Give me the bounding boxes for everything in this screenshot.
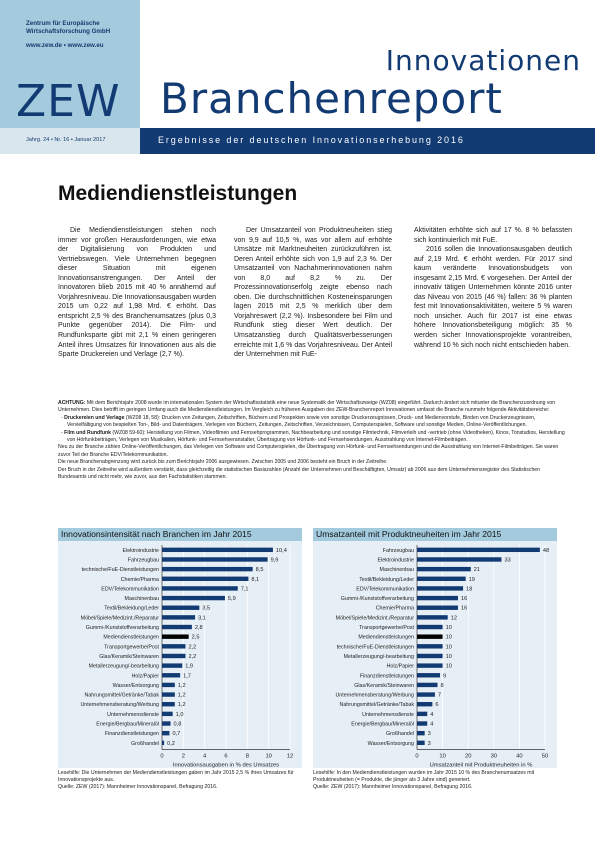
category-label: Wasser/Entsorgung [367, 740, 414, 747]
chart-legend-2 [313, 770, 563, 792]
data-label: 1,9 [185, 663, 194, 670]
x-tick-label: 2 [181, 753, 185, 760]
category-label: Metallerzeugung/-bearbeitung [343, 653, 414, 660]
data-label: 10 [445, 663, 452, 670]
data-label: 33 [504, 557, 511, 564]
data-label: 3 [427, 740, 431, 747]
series-word: Innovationen [385, 44, 581, 77]
data-label: 3,1 [198, 615, 206, 622]
data-label: 3 [427, 731, 431, 738]
data-label: 10 [445, 653, 452, 660]
category-label: Mediendienstleistungen [358, 634, 414, 641]
bar [417, 673, 440, 677]
report-subtitle: Ergebnisse der deutschen Innovationserhebung 2016 [158, 135, 465, 145]
x-tick-label: 4 [203, 753, 207, 760]
x-tick-label: 12 [286, 753, 294, 760]
notes-item-label: Film und Rundfunk [64, 429, 111, 436]
bar [417, 557, 501, 561]
category-label: Möbel/Spiele/Medizint./Reparatur [80, 615, 159, 622]
bar [417, 663, 443, 667]
x-axis-label: Umsatzanteil mit Produktneuheiten in % [429, 762, 533, 768]
bar [417, 606, 458, 610]
bar [162, 577, 248, 581]
category-label: EDV/Telekommunikation [356, 586, 414, 593]
data-label: 6 [435, 702, 439, 709]
data-label: 7,1 [240, 586, 249, 593]
category-label: Textil/Bekleidung/Leder [104, 605, 159, 612]
category-label: EDV/Telekommunikation [101, 586, 159, 593]
category-label: Holz/Papier [131, 673, 159, 680]
bar [417, 654, 443, 658]
bar [417, 625, 443, 629]
category-label: Maschinenbau [124, 596, 159, 603]
bar [417, 615, 448, 619]
category-label: Energie/Bergbau/Mineralöl [96, 721, 159, 728]
bar [162, 721, 171, 725]
institute-name-line2: Wirtschaftsforschung GmbH [26, 28, 111, 35]
bar [162, 731, 169, 735]
category-label: Fahrzeugbau [127, 557, 159, 564]
x-tick-label: 20 [464, 753, 472, 760]
bar [162, 702, 175, 706]
bar [162, 634, 189, 638]
category-label: technische/FuE-Dienstleistungen [336, 644, 414, 651]
bar [417, 644, 443, 648]
data-label: 2,2 [188, 653, 197, 660]
category-label: Gummi-/Kunststoffverarbeitung [85, 625, 159, 632]
category-label: Chemie/Pharma [120, 576, 159, 583]
body-column-2 [234, 226, 392, 360]
data-label: 1,2 [177, 682, 186, 689]
body-paragraph: 2016 sollen die Innovationsausgaben deutlich auf 2,19 Mrd. € erhöht werden. Für 2017 sind kaum veränderte Innovationsbudgets von insgesamt 2,15 Mrd. € vorgesehen. Der Anteil der innovativ tätigen Unternehmen könnte 2016 unter das Niveau von 2015 (46 %) fallen: 36 % planten fest mit Innovationsaktivitäten, weitere 5 % waren noch unsicher. Auch für 2017 ist eine etwas höhere Innovationsbeteiligung möglich: 35 % werden sicher Innovationsprojekte vorantreiben, während 10 % sich noch nicht entschieden haben. [414, 246, 572, 349]
x-tick-label: 0 [160, 753, 164, 760]
category-label: Wasser/Entsorgung [112, 682, 159, 689]
data-label: 10,4 [275, 547, 287, 554]
category-label: Glas/Keramik/Steinwaren [354, 682, 414, 689]
chart-legend-1 [58, 770, 308, 792]
category-label: Großhandel [386, 731, 414, 738]
bar [162, 615, 195, 619]
chart-source: Quelle: ZEW (2017): Mannheimer Innovationspanel, Befragung 2016. [58, 784, 218, 791]
reading-aid: Lesehilfe: Die Unternehmen der Mediendienstleistungen gaben im Jahr 2015 2,5 % ihres Umsatzes für Innovationsprojekte aus. [58, 770, 294, 784]
bar [162, 625, 192, 629]
category-label: Finanzdienstleistungen [359, 673, 414, 680]
x-tick-label: 50 [541, 753, 549, 760]
bar [162, 663, 182, 667]
data-label: 2,8 [194, 625, 203, 632]
category-label: Unternehmensberatung/Werbung [335, 692, 414, 699]
bar [162, 596, 225, 600]
body-paragraph: Der Umsatzanteil von Produktneuheiten stieg von 9,9 auf 10,5 %, was vor allem auf erhöhte Umsätze mit Marktneuheiten zurückzuführen ist. Deren Anteil erhöhte sich von 1,9 auf 2,3 %. Der Umsatzanteil von Nachahmerinnovationen nahm von 8,0 auf 8,2 % zu. Der Prozessinnovationserfolg zeigte ebenso nach oben. Die durchschnittlichen Kosteneinsparungen lagen 2015 mit 2,5 % merklich über dem Vorjahreswert (2,2 %). Insbesondere bei Film und Rundfunk stieg dieser Wert deutlich. Der Umsatzanstieg durch Qualitätsverbesserungen erreichte mit 1,6 % das Vorjahresniveau. Der Anteil der Unternehmen mit FuE- [234, 227, 392, 359]
data-label: 10 [445, 644, 452, 651]
data-label: 9,9 [270, 557, 279, 564]
category-label: Unternehmensdienste [107, 711, 159, 718]
notes-item-druck: - Druckereien und Verlage (WZ08 18, 58): Drucken von Zeitungen, Zeitschriften, Büchern und Prospekten sowie von sonstige Druckerzeugnissen, Druck- und Medienvorstufe, Binden von Druckerzeugnissen, Vervielfältigung von bespielten Ton-, Bild- und Datenträgern, Verlegen von Büchern, Zeitungen, Zeitschriften, Verzeichnissen, Computerspielen, Software und sonstige Medien, Online-Veröffentlichungen. [61, 414, 536, 429]
category-label: Maschinenbau [379, 567, 414, 574]
bar [162, 548, 273, 552]
bar [162, 683, 175, 687]
category-label: Nahrungsmittel/Getränke/Tabak [339, 702, 414, 709]
data-label: 3,5 [202, 605, 211, 612]
chart-innovation-intensity [58, 528, 302, 768]
data-label: 0,8 [173, 721, 182, 728]
bar [417, 721, 427, 725]
data-label: 4 [430, 721, 434, 728]
data-label: 7 [437, 692, 442, 699]
notes-item-text: (WZ08 59-60): Herstellung von Filmen, Videofilmen und Fernsehprogrammen, Nachbearbeitung und sonstige Filmtechnik, Filmverleih und -vertrieb (ohne Videotheken), Kinos, Tonstudios, Herstellung von Hörfunkbeiträgen, Verlegen von Musikalien, Hörfunk- und Fernsehveranstalter, Übertragung von Hörfunk- und Fernsehsendungen, Ausstrahlung von Internet-Filmbeiträgen. [67, 429, 565, 444]
bar [417, 577, 466, 581]
data-label: 10 [445, 634, 452, 641]
institute-web: www.zew.de • www.zew.eu [26, 42, 104, 49]
category-label: Metallerzeugung/-bearbeitung [88, 663, 159, 670]
bar [417, 741, 425, 745]
bar [417, 731, 425, 735]
category-label: Textil/Bekleidung/Leder [359, 576, 414, 583]
bar [417, 692, 435, 696]
category-label: Unternehmensberatung/Werbung [80, 702, 159, 709]
x-tick-label: 10 [265, 753, 272, 760]
category-label: Energie/Bergbau/Mineralöl [351, 721, 414, 728]
x-tick-label: 6 [224, 753, 228, 760]
bar [417, 712, 427, 716]
body-column-3 [414, 226, 572, 350]
notes-intro-text: Mit dem Berichtsjahr 2008 wurde im internationalen System der Wirtschaftsstatistik eine neue Systematik der Wirtschaftszweige (WZ08) eingeführt. Dadurch ändert sich mitunter die Branchenzuordnung von Unternehmen. Dies betrifft im geringen Umfang auch die Mediendienstleistungen. Im Vergleich zu früheren Ausgaben des ZEW-Branchenreport Innovationen umfasst die Branche nunmehr folgende Aktivitätsbereiche: [58, 400, 556, 414]
chart-title: Umsatzanteil mit Produktneuheiten im Jahr 2015 [313, 528, 557, 541]
data-label: 10 [445, 625, 452, 632]
data-label: 1,0 [175, 711, 184, 718]
bar [417, 596, 458, 600]
bar [162, 741, 164, 745]
x-tick-label: 0 [415, 753, 419, 760]
notes-intro [58, 400, 570, 415]
data-label: 0,7 [172, 731, 181, 738]
bar [417, 634, 443, 638]
bar [417, 548, 540, 552]
category-label: Mediendienstleistungen [103, 634, 159, 641]
bar [162, 644, 185, 648]
data-label: 16 [460, 605, 468, 612]
bar [162, 654, 185, 658]
bar [162, 692, 175, 696]
notes-item-film: - Film und Rundfunk (WZ08 59-60): Herstellung von Filmen, Videofilmen und Fernsehprogrammen, Nachbearbeitung und sonstige Filmtechnik, Filmverleih und -vertrieb (ohne Videotheken), Kinos, Tonstudios, Herstellung von Hörfunkbeiträgen, Verlegen von Musikalien, Hörfunk- und Fernsehveranstalter, Übertragung von Hörfunk- und Fernsehsendungen, Ausstrahlung von Internet-Filmbeiträgen. [61, 429, 565, 444]
category-label: Holz/Papier [386, 663, 414, 670]
data-label: 1,7 [183, 673, 191, 680]
category-label: Fahrzeugbau [382, 547, 414, 554]
x-tick-label: 10 [439, 753, 446, 760]
bar [417, 683, 437, 687]
reading-aid: Lesehilfe: In den Mediendienstleistungen wurden im Jahr 2015 10 % des Branchenumsatzes mit Produktneuheiten (= Produkte, die jünger als 3 Jahre sind) generiert. [313, 770, 535, 784]
category-label: Transportgewerbe/Post [104, 644, 159, 651]
notes-extra: Der Bruch in der Zeitreihe wird außerdem verstärkt, dass gleichzeitig die statistischen Basiszahlen (Anzahl der Unternehmen und Beschäftigten, Umsatz) ab 2006 aus dem Unternehmensregister des Statistischen Bundesamts und nicht mehr, wie zuvor, aus den Fachstatistiken stammen. [58, 466, 541, 481]
chart-plot-intensity [58, 541, 302, 768]
body-column-1 [58, 226, 216, 360]
data-label: 48 [542, 547, 550, 554]
notes-extra: Die neue Branchenabgrenzung wird zurück bis zum Berichtsjahr 2006 ausgewiesen. Zwischen 2005 und 2006 besteht ein Bruch in der Zeitreihe. [58, 459, 388, 466]
category-label: Möbel/Spiele/Medizint./Reparatur [335, 615, 414, 622]
category-label: Transportgewerbe/Post [359, 625, 414, 632]
x-tick-label: 8 [245, 753, 249, 760]
body-paragraph: Die Mediendienstleistungen stehen noch immer vor großen Herausforderungen, wie etwa der Digitalisierung von Produkten und Vertriebswegen. Viele Unternehmen begegnen dieser Situation mit eigenen Innovationsanstrengungen. Der Anteil der Innovatoren blieb 2015 mit 40 % annähernd auf Vorjahresniveau. Die Innovationsausgaben wurden 2015 um 0,22 auf 1,98 Mrd. € erhöht. Das entspricht 2,5 % des Branchenumsatzes (plus 0,3 Punkte gegenüber 2014). Die Film- und Rundfunksparte gibt mit 2,1 % einen geringeren Anteil ihres Umsatzes für Innovationen aus als die Sparte Druckereien und Verlage (2,7 %). [58, 227, 216, 359]
zew-logo: ZEW [16, 76, 121, 127]
series-title: Branchenreport [160, 74, 503, 123]
category-label: Chemie/Pharma [375, 605, 414, 612]
category-label: Gummi-/Kunststoffverarbeitung [340, 596, 414, 603]
chart-plot-product-share [313, 541, 557, 768]
data-label: 12 [450, 615, 457, 622]
body-paragraph: Aktivitäten erhöhte sich auf 17 %. 8 % befassten sich kontinuierlich mit FuE. [414, 227, 572, 244]
institute-name-line1: Zentrum für Europäische [26, 20, 100, 27]
data-label: 9 [443, 673, 447, 680]
notes-label: ACHTUNG: [58, 400, 86, 406]
category-label: Nahrungsmittel/Getränke/Tabak [84, 692, 159, 699]
data-label: 1,2 [177, 702, 186, 709]
category-label: Finanzdienstleistungen [104, 731, 159, 738]
category-label: Großhandel [131, 740, 159, 747]
chart-source: Quelle: ZEW (2017): Mannheimer Innovationspanel, Befragung 2016. [313, 784, 473, 791]
notes-item-text: (WZ08 18, 58): Drucken von Zeitungen, Zeitschriften, Büchern und Prospekten sowie von sonstige Druckerzeugnissen, Druck- und Medienvorstufe, Binden von Druckerzeugnissen, Vervielfältigung von bespielten Ton-, Bild- und Datenträgern, Verlegen von Büchern, Zeitungen, Zeitschriften, Verzeichnissen, Computerspielen, Software und sonstige Medien, Online-Veröffentlichungen. [67, 414, 536, 429]
data-label: 8 [440, 682, 444, 689]
category-label: Elektroindustrie [377, 557, 414, 564]
bar [417, 702, 432, 706]
chart-title: Innovationsintensität nach Branchen im Jahr 2015 [58, 528, 302, 541]
bar [162, 586, 238, 590]
category-label: Elektroindustrie [122, 547, 159, 554]
page-title: Mediendienstleistungen [58, 182, 298, 205]
data-label: 0,2 [167, 740, 175, 747]
data-label: 16 [460, 596, 468, 603]
data-label: 2,2 [188, 644, 197, 651]
category-label: Unternehmensdienste [362, 711, 414, 718]
data-label: 2,5 [191, 634, 200, 641]
bar [162, 673, 180, 677]
x-tick-label: 40 [516, 753, 523, 760]
data-label: 4 [430, 711, 434, 718]
category-label: technische/FuE-Dienstleistungen [81, 567, 159, 574]
bar [417, 567, 471, 571]
x-axis-label: Innovationsausgaben in % des Umsatzes [172, 762, 280, 768]
bar [162, 712, 173, 716]
bar [162, 557, 268, 561]
bar [162, 606, 199, 610]
issue-meta: Jahrg. 24 • Nr. 16 • Januar 2017 [26, 137, 106, 143]
methodology-notes [58, 400, 570, 481]
data-label: 8,1 [251, 576, 260, 583]
data-label: 5,9 [227, 596, 236, 603]
notes-extra: Neu zu der Branche zählen Online-Veröffentlichungen, das Verlegen von Software und Computerspielen, die Übertragung von Hörfunk- und Fernsehsendungen und die Ausstrahlung von Internet-Filmbeiträgen. Sie waren zuvor Teil der Branche EDV/Telekommunikation. [58, 444, 559, 458]
x-tick-label: 30 [490, 753, 498, 760]
data-label: 8,5 [255, 567, 264, 574]
notes-item-label: Druckereien und Verlage [64, 414, 125, 421]
data-label: 21 [473, 567, 480, 574]
data-label: 18 [466, 586, 473, 593]
data-label: 1,2 [177, 692, 186, 699]
data-label: 19 [468, 576, 475, 583]
bar [162, 567, 253, 571]
bar [417, 586, 463, 590]
chart-product-share [313, 528, 557, 768]
category-label: Glas/Keramik/Steinwaren [99, 653, 159, 660]
